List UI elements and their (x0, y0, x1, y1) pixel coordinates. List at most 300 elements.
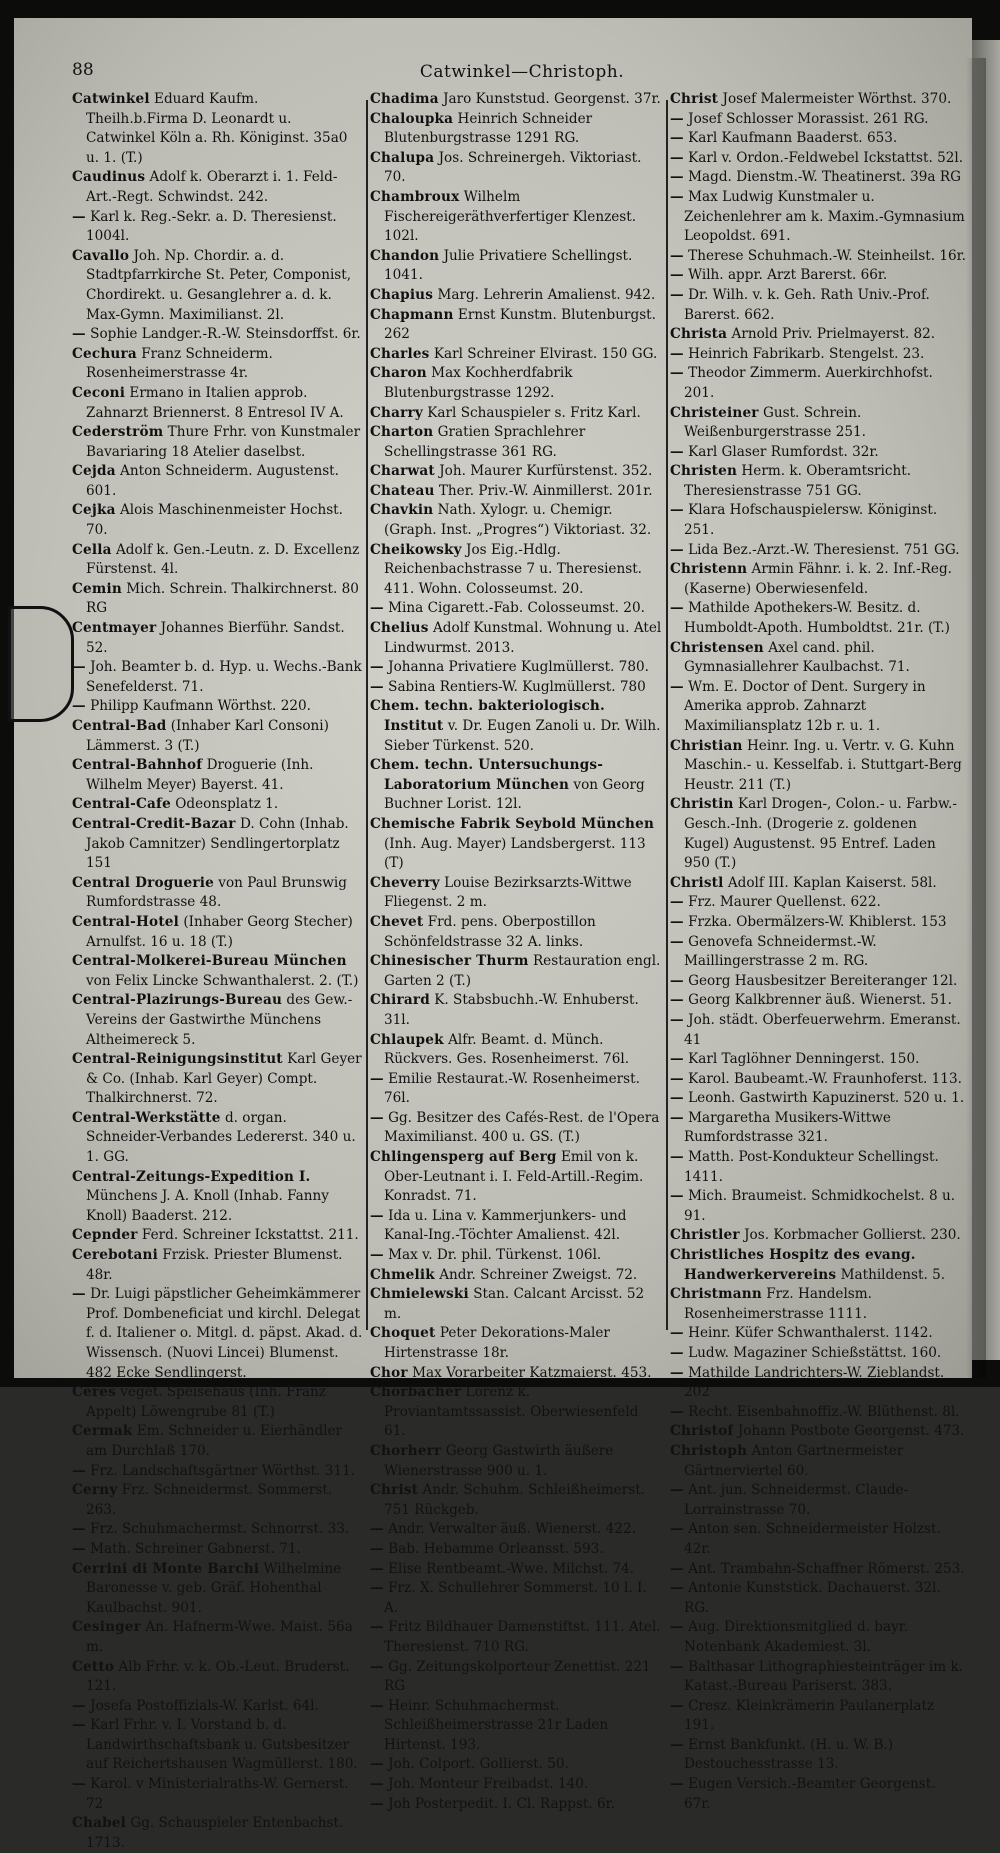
directory-entry (72, 1716, 364, 1775)
entry-name: Central-Reinigungsinstitut (72, 1051, 283, 1068)
directory-entry (670, 364, 966, 403)
entry-details: Karol. v Ministerialraths-W. Gernerst. 72 (86, 1776, 349, 1812)
directory-entry (370, 1520, 662, 1540)
entry-details: Karl v. Ordon.-Feldwebel Ickstattst. 52l. (688, 149, 964, 166)
entry-details: Frd. pens. Oberpostillon Schönfeldstrasse 32 A. links. (384, 913, 596, 950)
directory-entry (670, 1089, 966, 1109)
entry-details: Max v. Dr. phil. Türkenst. 106l. (388, 1247, 602, 1264)
entry-details: Joh. Np. Chordir. a. d. Stadtpfarrkirche St. Peter, Componist, Chordirekt. u. Gesanglehrer a. d. k. Max-Gymn. Maximilianst. 2l. (86, 247, 352, 323)
entry-details: Ther. Priv.-W. Ainmillerst. 201r. (438, 482, 653, 499)
entry-name: — (370, 1658, 384, 1675)
entry-name: — (670, 149, 684, 166)
column-rule (366, 100, 368, 1330)
entry-details: Josef Malermeister Wörthst. 370. (722, 91, 952, 107)
entry-name: Chandon (370, 247, 440, 264)
entry-name: Christl (670, 874, 724, 891)
directory-entry (370, 1148, 662, 1207)
entry-details: Alois Maschinenmeister Hochst. 70. (86, 502, 343, 539)
entry-details: Dr. Wilh. v. k. Geh. Rath Univ.-Prof. Barerst. 662. (684, 286, 930, 323)
entry-name: — (370, 600, 384, 617)
entry-name: Charles (370, 345, 430, 362)
directory-entry (72, 1618, 364, 1657)
entry-details: Georg Kalkbrenner äuß. Wienerst. 51. (688, 992, 952, 1009)
entry-name: Christa (670, 326, 728, 343)
entry-details: Eduard Kaufm. Theilh.b.Firma D. Leonardt u. Catwinkel Köln a. Rh. Königinst. 35a0 u. 1. (T.) (86, 91, 348, 166)
entry-details: Arnold Priv. Prielmayerst. 82. (731, 326, 936, 343)
entry-details: Thure Frhr. von Kunstmaler Bavariaring 18 Atelier daselbst. (86, 424, 361, 460)
directory-entry (370, 756, 662, 815)
entry-name: — (670, 502, 684, 519)
entry-name: — (670, 1011, 684, 1028)
entry-details: Karl Glaser Rumfordst. 32r. (688, 443, 879, 460)
directory-entry (72, 325, 364, 345)
entry-details: (Inhaber Georg Stecher) Arnulfst. 16 u. 18 (T.) (86, 913, 353, 950)
entry-details: Johanna Privatiere Kuglmüllerst. 780. (388, 659, 649, 676)
entry-name: — (670, 913, 684, 930)
directory-entry (72, 795, 364, 815)
entry-details: (Inhaber Karl Consoni) Lämmerst. 3 (T.) (86, 718, 329, 754)
directory-entry (670, 168, 966, 188)
entry-name: Cerny (72, 1482, 118, 1499)
directory-entry (72, 874, 364, 913)
entry-name: Charton (370, 424, 434, 441)
entry-details: Therese Schuhmach.-W. Steinheilst. 16r. (688, 247, 966, 264)
entry-name: — (72, 208, 86, 225)
entry-name: — (72, 659, 86, 676)
entry-name: Central-Bad (72, 718, 167, 734)
entry-name: — (670, 1403, 684, 1420)
directory-entry (670, 345, 966, 365)
entry-details: (Inh. Aug. Mayer) Landsbergerst. 113 (T) (384, 835, 646, 872)
entry-name: — (670, 1051, 684, 1068)
entry-details: Karl Taglöhner Denningerst. 150. (688, 1051, 920, 1068)
entry-details: Math. Schreiner Gabnerst. 71. (90, 1540, 301, 1557)
directory-entry (370, 1364, 662, 1384)
entry-name: — (370, 1795, 384, 1812)
entry-details: Julie Privatiere Schellingst. 1041. (384, 247, 633, 284)
entry-name: Chinesischer Thurm (370, 953, 529, 970)
entry-name: Cheverry (370, 874, 440, 891)
entry-details: Adolf Kunstmal. Wohnung u. Atel Lindwurmst. 2013. (384, 620, 662, 656)
directory-entry (72, 90, 364, 168)
directory-entry (370, 678, 662, 698)
directory-entry (370, 1481, 662, 1520)
entry-name: Christen (670, 463, 738, 480)
entry-details: Ludw. Magaziner Schießstättst. 160. (688, 1345, 942, 1361)
entry-details: Ant. jun. Schneidermst. Claude-Lorrainstrasse 70. (684, 1482, 909, 1518)
directory-entry (370, 1579, 662, 1618)
entry-name: Central-Molkerei-Bureau München (72, 953, 347, 970)
entry-details: Frz. Schneidermst. Sommerst. 263. (86, 1482, 333, 1518)
directory-entry (670, 1736, 966, 1775)
directory-entry (670, 1344, 966, 1364)
directory-entry (670, 501, 966, 540)
directory-entry (370, 1540, 662, 1560)
entry-details: Josef Schlosser Morassist. 261 RG. (688, 110, 929, 127)
entry-name: Caudinus (72, 169, 146, 186)
entry-details: Cresz. Kleinkrämerin Paulanerplatz 191. (684, 1697, 935, 1734)
directory-entry (72, 1560, 364, 1619)
entry-name: — (670, 678, 684, 695)
entry-name: Cermak (72, 1423, 133, 1440)
directory-entry (72, 1462, 364, 1482)
directory-entry (370, 1775, 662, 1795)
entry-name: Christoph (670, 1442, 748, 1459)
directory-entry (72, 580, 364, 619)
entry-details: Em. Schneider u. Eierhändler am Durchlaß 170. (86, 1423, 343, 1459)
entry-details: Frzisk. Priester Blumenst. 48r. (86, 1247, 343, 1283)
entry-details: Bab. Hebamme Orleansst. 593. (388, 1540, 604, 1557)
entry-details: Leonh. Gastwirth Kapuzinerst. 520 u. 1. (688, 1090, 965, 1107)
directory-entry (670, 1070, 966, 1090)
entry-details: Sabina Rentiers-W. Kuglmüllerst. 780 (388, 678, 646, 695)
entry-name: Cemin (72, 580, 122, 597)
directory-entry (670, 737, 966, 796)
entry-details: Frz. Landschaftsgärtner Wörthst. 311. (90, 1462, 356, 1479)
entry-details: von Felix Lincke Schwanthalerst. 2. (T.) (86, 972, 359, 989)
entry-name: — (670, 1697, 684, 1714)
entry-details: Klara Hofschauspielersw. Königinst. 251. (684, 502, 938, 539)
directory-entry (670, 913, 966, 933)
entry-details: Droguerie (Inh. Wilhelm Meyer) Bayerst. 41. (86, 757, 314, 793)
entry-name: Chelius (370, 620, 429, 637)
entry-details: Balthasar Lithographiesteinträger im k. Katast.-Bureau Pariserst. 383. (684, 1658, 964, 1695)
entry-details: Frz. Handelsm. Rosenheimerstrasse 1111. (684, 1286, 872, 1322)
entry-name: — (670, 1560, 684, 1577)
entry-details: Gratien Sprachlehrer Schellingstrasse 361 RG. (384, 424, 586, 460)
directory-entry (670, 1697, 966, 1736)
entry-name: Catwinkel (72, 91, 150, 107)
entry-details: Margaretha Musikers-Wittwe Rumfordstrasse 321. (684, 1109, 891, 1146)
entry-details: Heinr. Küfer Schwanthalerst. 1142. (688, 1325, 933, 1342)
entry-name: Cejka (72, 502, 116, 519)
directory-entry (72, 1050, 364, 1109)
entry-details: Jaro Kunststud. Georgenst. 37r. (443, 91, 661, 107)
directory-entry (72, 1775, 364, 1814)
entry-details: Eugen Versich.-Beamter Georgenst. 67r. (684, 1776, 936, 1812)
entry-details: von Paul Brunswig Rumfordstrasse 48. (86, 874, 347, 911)
entry-name: Central-Hotel (72, 913, 180, 930)
entry-details: Mathildenst. 5. (840, 1266, 946, 1283)
entry-name: Christeiner (670, 404, 759, 421)
directory-entry (72, 1109, 364, 1168)
entry-name: Central-Werkstätte (72, 1109, 221, 1126)
directory-entry (72, 1658, 364, 1697)
entry-name: — (670, 1149, 684, 1166)
entry-name: Centmayer (72, 620, 157, 637)
entry-details: Ermano in Italien approb. Zahnarzt Briennerst. 8 Entresol IV A. (86, 384, 344, 421)
entry-name: Cesinger (72, 1619, 142, 1636)
entry-name: — (670, 1482, 684, 1499)
directory-entry (370, 991, 662, 1030)
entry-details: Adolf k. Gen.-Leutn. z. D. Excellenz Fürstenst. 4l. (86, 541, 360, 578)
entry-details: Marg. Lehrerin Amalienst. 942. (437, 286, 656, 303)
directory-entry (370, 482, 662, 502)
column-2 (370, 90, 662, 1812)
entry-name: — (370, 1070, 384, 1087)
entry-name: Christler (670, 1227, 740, 1244)
directory-entry (670, 1050, 966, 1070)
entry-name: Chmelik (370, 1266, 435, 1283)
entry-name: Christian (670, 737, 743, 754)
entry-details: Gust. Schrein. Weißenburgerstrasse 251. (684, 404, 866, 441)
directory-entry (670, 1226, 966, 1246)
entry-details: Mich. Schrein. Thalkirchnerst. 80 RG (86, 580, 359, 617)
entry-name: Chaloupka (370, 110, 454, 127)
entry-details: Nath. Xylogr. u. Chemigr. (Graph. Inst. „Progres“) Viktoriast. 32. (384, 502, 652, 539)
entry-details: D. Cohn (Inhab. Jakob Camnitzer) Sendlingertorplatz 151 (86, 815, 349, 872)
directory-entry (72, 991, 364, 1050)
entry-details: Lida Bez.-Arzt.-W. Theresienst. 751 GG. (688, 541, 960, 558)
entry-details: Gg. Schauspieler Entenbachst. 1713. (86, 1815, 344, 1851)
entry-details: Karol. Baubeamt.-W. Fraunhoferst. 113. (688, 1070, 962, 1087)
entry-details: Aug. Direktionsmitglied d. bayr. Notenbank Akademiest. 3l. (684, 1619, 909, 1655)
entry-details: Ernst Bankfunkt. (H. u. W. B.) Destouchesstrasse 13. (684, 1736, 894, 1773)
directory-entry (72, 1422, 364, 1461)
directory-entry (670, 1560, 966, 1580)
entry-details: Karl Schreiner Elvirast. 150 GG. (433, 345, 658, 362)
entry-details: Mathilde Apothekers-W. Besitz. d. Humboldt-Apoth. Humboldtst. 21r. (T.) (684, 600, 950, 637)
entry-name: — (370, 1580, 384, 1597)
entry-details: Mina Cigarett.-Fab. Colosseumst. 20. (388, 600, 645, 617)
entry-name: Chevet (370, 913, 424, 930)
column-3 (670, 90, 966, 1812)
entry-details: Jos Eig.-Hdlg. Reichenbachstrasse 7 u. Theresienst. 411. Wohn. Colosseumst. 20. (384, 541, 642, 597)
directory-entry (72, 1540, 364, 1560)
directory-entry (370, 952, 662, 991)
entry-name: — (670, 1580, 684, 1597)
directory-entry (670, 1658, 966, 1697)
index-tab-cutout (8, 606, 74, 722)
entry-details: Adolf III. Kaplan Kaiserst. 58l. (727, 874, 937, 891)
entry-name: — (670, 1090, 684, 1107)
entry-name: — (670, 110, 684, 127)
directory-entry (670, 1324, 966, 1344)
entry-name: Charwat (370, 463, 435, 480)
directory-entry (370, 1560, 662, 1580)
entry-name: Chapmann (370, 306, 454, 323)
directory-entry (72, 501, 364, 540)
entry-details: Alfr. Beamt. d. Münch. Rückvers. Ges. Rosenheimerst. 76l. (384, 1031, 630, 1068)
entry-details: Max Ludwig Kunstmaler u. Zeichenlehrer am k. Maxim.-Gymnasium Leopoldst. 691. (684, 188, 965, 245)
directory-entry (370, 286, 662, 306)
entry-details: Frzka. Obermälzers-W. Khiblerst. 153 (688, 913, 947, 930)
entry-name: Cerebotani (72, 1247, 158, 1264)
directory-entry (670, 678, 966, 737)
entry-details: Max Kochherdfabrik Blutenburgstrasse 1292. (384, 365, 573, 401)
directory-entry (670, 874, 966, 894)
entry-details: Philipp Kaufmann Wörthst. 220. (90, 698, 311, 715)
directory-entry (370, 345, 662, 365)
entry-name: — (72, 1462, 86, 1479)
entry-details: Elise Rentbeamt.-Wwe. Milchst. 74. (388, 1560, 634, 1577)
entry-details: Odeonsplatz 1. (175, 796, 279, 813)
directory-entry (370, 599, 662, 619)
directory-entry (370, 404, 662, 424)
entry-name: — (670, 1619, 684, 1636)
entry-details: Gg. Zeitungskolporteur Zenettist. 221 RG (384, 1658, 651, 1695)
directory-entry (370, 619, 662, 658)
entry-name: Central-Zeitungs-Expedition I. (72, 1168, 311, 1185)
entry-name: Central-Credit-Bazar (72, 815, 236, 832)
directory-entry (670, 129, 966, 149)
entry-name: — (670, 1188, 684, 1205)
entry-name: — (670, 130, 684, 147)
entry-details: Karl Drogen-, Colon.- u. Farbw.-Gesch.-Inh. (Drogerie z. goldenen Kugel) Augustenst. 95 Entref. Laden 950 (T.) (684, 796, 957, 872)
directory-entry (370, 1383, 662, 1442)
entry-name: Cepnder (72, 1227, 138, 1244)
directory-entry (72, 697, 364, 717)
entry-details: Karl Schauspieler s. Fritz Karl. (427, 404, 641, 421)
entry-details: Ernst Kunstm. Blutenburgst. 262 (384, 306, 656, 343)
entry-details: Mathilde Landrichters-W. Zieblandst. 202 (684, 1364, 945, 1401)
directory-entry (72, 168, 364, 207)
entry-name: Chem. techn. Untersuchungs-Laboratorium München (370, 757, 604, 793)
entry-name: — (670, 1736, 684, 1753)
directory-entry (72, 384, 364, 423)
entry-name: — (72, 1521, 86, 1538)
entry-name: — (370, 1776, 384, 1793)
directory-entry (670, 1148, 966, 1187)
binding-shadow (966, 58, 986, 1378)
directory-entry (370, 462, 662, 482)
entry-name: Christensen (670, 639, 764, 656)
entry-name: Chorbacher (370, 1384, 462, 1401)
directory-entry (370, 697, 662, 756)
directory-entry (72, 1226, 364, 1246)
directory-entry (72, 345, 364, 384)
entry-name: Chorherr (370, 1442, 442, 1459)
entry-name: — (670, 1521, 684, 1538)
entry-details: Wilhelm Fischereigeräthverfertiger Klenzest. 102l. (384, 188, 637, 245)
directory-entry (670, 1775, 966, 1814)
page-number: 88 (72, 60, 94, 80)
entry-details: Andr. Schreiner Zweigst. 72. (439, 1266, 638, 1283)
directory-entry (370, 1031, 662, 1070)
directory-entry (670, 991, 966, 1011)
entry-details: Josefa Postoffizials-W. Karlst. 64l. (90, 1697, 319, 1714)
directory-entry (670, 266, 966, 286)
directory-entry (670, 110, 966, 130)
directory-entry (670, 1364, 966, 1403)
directory-entry (670, 443, 966, 463)
entry-details: d. organ. Schneider-Verbandes Ledererst. 340 u. 1. GG. (86, 1109, 356, 1166)
entry-details: K. Stabsbuchh.-W. Enhuberst. 31l. (384, 992, 639, 1028)
directory-entry (670, 1109, 966, 1148)
entry-name: — (370, 678, 384, 695)
directory-entry (670, 1618, 966, 1657)
directory-entry (370, 815, 662, 874)
page-header (72, 60, 972, 90)
entry-details: Alb Frhr. v. k. Ob.-Leut. Bruderst. 121. (86, 1658, 350, 1695)
directory-entry (670, 247, 966, 267)
entry-details: Peter Dekorations-Maler Hirtenstrasse 18r. (384, 1325, 610, 1361)
entry-name: — (72, 698, 86, 715)
directory-entry (670, 1442, 966, 1481)
directory-entry (670, 1285, 966, 1324)
entry-name: — (370, 1521, 384, 1538)
entry-details: Dr. Luigi päpstlicher Geheimkämmerer Prof. Dombeneficiat und kirchl. Delegat f. d. Italiener o. Mitgl. d. päpst. Akad. d. Wissensch. (Nuovi Lincei) Blumenst. 482 Ecke Sendlingerst. (86, 1286, 363, 1381)
directory-entry (370, 364, 662, 403)
directory-page (14, 18, 972, 1851)
entry-details: Stan. Calcant Arcisst. 52 m. (384, 1286, 645, 1322)
entry-name: — (670, 247, 684, 264)
directory-entry (72, 756, 364, 795)
entry-details: Heinrich Fabrikarb. Stengelst. 23. (688, 345, 925, 362)
directory-entry (72, 1168, 364, 1227)
entry-name: — (670, 541, 684, 558)
directory-entry (670, 1520, 966, 1559)
entry-details: Theodor Zimmerm. Auerkirchhofst. 201. (684, 365, 933, 401)
directory-entry (370, 874, 662, 913)
directory-entry (370, 149, 662, 188)
directory-entry (370, 541, 662, 600)
entry-details: Wilhelmine Baronesse v. geb. Gräf. Hohenthal Kaulbachst. 901. (86, 1560, 342, 1616)
directory-entry (72, 247, 364, 325)
directory-entry (72, 462, 364, 501)
entry-name: — (670, 1070, 684, 1087)
entry-name: — (670, 267, 684, 284)
entry-name: Ceconi (72, 384, 126, 401)
entry-name: Chlaupek (370, 1031, 444, 1048)
directory-entry (670, 599, 966, 638)
entry-name: — (370, 1756, 384, 1773)
directory-entry (72, 1697, 364, 1717)
directory-entry (670, 404, 966, 443)
directory-entry (370, 247, 662, 286)
directory-entry (72, 1246, 364, 1285)
entry-details: Louise Bezirksarzts-Wittwe Fliegenst. 2 m. (384, 874, 632, 911)
directory-entry (72, 1481, 364, 1520)
entry-details: des Gew.-Vereins der Gastwirthe Münchens Altheimereck 5. (86, 992, 353, 1048)
directory-entry (72, 1814, 364, 1853)
entry-name: Central-Bahnhof (72, 757, 203, 774)
directory-entry (370, 1658, 662, 1697)
directory-entry (72, 913, 364, 952)
directory-entry (72, 815, 364, 874)
entry-details: Axel cand. phil. Gymnasiallehrer Kaulbachst. 71. (684, 639, 910, 676)
entry-details: Frz. Schuhmachermst. Schnorrst. 33. (90, 1521, 350, 1538)
entry-name: Chmielewski (370, 1286, 469, 1303)
entry-details: Recht. Eisenbahnoffiz.-W. Blüthenst. 8l. (688, 1403, 960, 1420)
directory-entry (670, 1422, 966, 1442)
directory-entry (670, 462, 966, 501)
entry-name: — (670, 365, 684, 382)
directory-entry (670, 1011, 966, 1050)
entry-details: Heinr. Ing. u. Vertr. v. G. Kuhn Maschin.- u. Kesselfab. i. Stuttgart-Berg Heustr. 211 (T.) (684, 737, 962, 793)
entry-details: Georg Hausbesitzer Bereiteranger 12l. (688, 972, 958, 989)
entry-details: Wm. E. Doctor of Dent. Surgery in Amerika approb. Zahnarzt Maximiliansplatz 12b r. u. 1. (684, 678, 926, 734)
entry-name: Chem. techn. bakteriologisch. Institut (370, 698, 605, 734)
directory-entry (670, 1187, 966, 1226)
directory-entry (370, 913, 662, 952)
entry-name: Christmann (670, 1286, 762, 1303)
directory-entry (72, 1285, 364, 1383)
entry-details: Armin Fähnr. i. k. 2. Inf.-Reg. (Kaserne) Oberwiesenfeld. (684, 561, 952, 597)
entry-name: — (670, 443, 684, 460)
entry-name: Charon (370, 365, 427, 382)
directory-entry (370, 423, 662, 462)
directory-entry (72, 717, 364, 756)
directory-entry (670, 1403, 966, 1423)
entry-name: — (670, 992, 684, 1009)
entry-name: Chemische Fabrik Seybold München (370, 815, 655, 832)
entry-details: Matth. Post-Kondukteur Schellingst. 1411. (684, 1149, 939, 1185)
directory-entry (670, 1246, 966, 1285)
directory-entry (670, 90, 966, 110)
directory-entry (370, 188, 662, 247)
directory-entry (370, 1285, 662, 1324)
